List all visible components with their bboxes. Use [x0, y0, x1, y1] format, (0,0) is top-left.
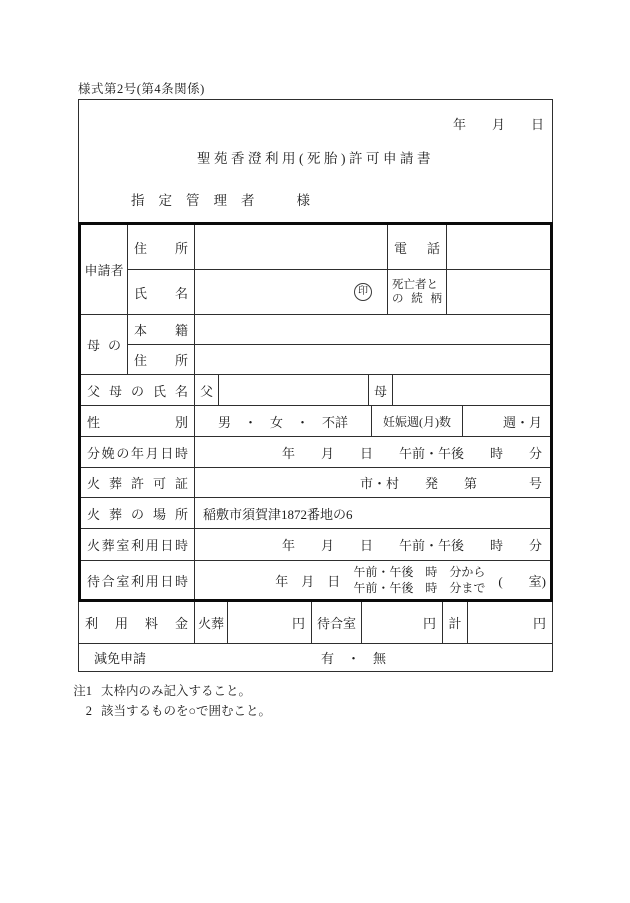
applicant-row-label-text: 申請者	[84, 263, 124, 278]
note-2-text: 該当するものを○で囲むこと。	[101, 704, 272, 718]
applicant-subrows	[128, 225, 550, 314]
waiting-room-value	[195, 561, 550, 599]
mother-address-row	[128, 344, 550, 374]
mother-row-label: 母の	[81, 315, 128, 374]
relation-label	[388, 270, 447, 314]
exemption-row	[79, 643, 552, 671]
fee-cremation-value-cell	[228, 602, 312, 643]
thick-frame	[78, 222, 553, 602]
cremation-permit-value: 市・村 発 第 号	[359, 476, 542, 491]
mother-domicile-value-cell	[195, 315, 550, 344]
relation-line2: の続柄	[392, 293, 442, 305]
waiting-room-label: 待合室利用日時	[81, 561, 195, 599]
note-2-number: 2	[85, 704, 92, 718]
exemption-options: 有 ・ 無	[321, 651, 387, 666]
mother-name-value-cell	[393, 375, 550, 405]
sex-label: 性別	[81, 406, 195, 436]
relation-line1: 死亡者と	[392, 279, 438, 291]
addressee-label: 指定管理者	[131, 193, 269, 208]
parents-names-row	[81, 374, 550, 405]
mother-label: 母	[369, 375, 393, 405]
cremation-room-value: 年 月 日 午前・午後 時 分	[281, 538, 542, 553]
mother-domicile-label: 本籍	[128, 315, 195, 344]
cremation-permit-label: 火葬許可証	[81, 468, 195, 497]
mother-address-label: 住所	[128, 345, 195, 374]
waiting-room-times	[353, 564, 485, 596]
mother-group	[81, 314, 550, 374]
note-1	[62, 681, 271, 701]
form-outer-box	[78, 99, 553, 672]
fee-cremation-label: 火葬	[195, 602, 228, 643]
form-title: 聖苑香澄利用(死胎)許可申請書	[197, 151, 434, 166]
fee-total-value-cell	[468, 602, 552, 643]
relation-label-lines	[388, 278, 446, 306]
waiting-room-time-to: 午前・午後 時 分まで	[353, 581, 486, 595]
applicant-name-value-cell	[195, 270, 388, 314]
exemption-label: 減免申請	[94, 651, 147, 666]
applicant-address-label: 住所	[128, 225, 195, 269]
applicant-name-label: 氏名	[128, 270, 195, 314]
fee-total-label: 計	[443, 602, 468, 643]
fee-waiting-value-cell	[362, 602, 443, 643]
cremation-place-value: 稲敷市須賀津1872番地の6	[203, 506, 353, 522]
notes	[62, 681, 271, 721]
form-number: 様式第2号(第4条関係)	[78, 82, 205, 96]
cremation-room-row	[81, 528, 550, 560]
sex-row	[81, 405, 550, 436]
relation-value-cell	[447, 270, 550, 314]
father-name-value-cell	[219, 375, 369, 405]
fee-cremation-unit: 円	[291, 616, 305, 631]
cremation-place-row	[81, 497, 550, 528]
delivery-datetime-value: 年 月 日 午前・午後 時 分	[281, 445, 542, 461]
phone-label: 電話	[388, 225, 447, 269]
date-line: 年 月 日	[452, 117, 544, 132]
seal-char: 印	[358, 286, 368, 297]
sex-options: 男 ・ 女 ・ 不詳	[195, 406, 372, 436]
applicant-row-label	[81, 225, 128, 314]
phone-value-cell	[447, 225, 550, 269]
fee-waiting-label: 待合室	[312, 602, 362, 643]
addressee	[131, 189, 310, 209]
applicant-name-row	[128, 269, 550, 314]
waiting-room-number: ( 室)	[498, 573, 546, 589]
note-1-text: 太枠内のみ記入すること。	[101, 684, 252, 698]
waiting-room-time-from: 午前・午後 時 分から	[353, 565, 486, 579]
delivery-datetime-row	[81, 436, 550, 467]
waiting-room-row	[81, 560, 550, 599]
cremation-permit-row	[81, 467, 550, 497]
gestation-weeks-label: 妊娠週(月)数	[372, 406, 463, 436]
fee-label: 利用料金	[79, 602, 195, 643]
applicant-group	[81, 225, 550, 314]
cremation-room-label: 火葬室利用日時	[81, 529, 195, 560]
cremation-place-label: 火葬の場所	[81, 498, 195, 528]
form-header	[79, 100, 552, 222]
applicant-address-value-cell	[195, 225, 388, 269]
note-2	[62, 701, 271, 721]
applicant-address-row	[128, 225, 550, 269]
mother-address-value-cell	[195, 345, 550, 374]
addressee-suffix: 様	[296, 193, 310, 208]
waiting-room-date: 年 月 日	[275, 573, 341, 589]
fee-row	[79, 602, 552, 643]
seal-icon	[354, 283, 372, 301]
fee-total-unit: 円	[532, 616, 546, 631]
fee-waiting-unit: 円	[422, 616, 436, 631]
mother-subrows	[128, 315, 550, 374]
parents-names-label: 父母の氏名	[81, 375, 195, 405]
note-1-number: 注1	[73, 684, 92, 698]
delivery-datetime-label: 分娩の年月日時	[81, 437, 195, 467]
father-label: 父	[195, 375, 219, 405]
gestation-weeks-unit: 週・月	[502, 414, 542, 430]
mother-domicile-row	[128, 315, 550, 344]
